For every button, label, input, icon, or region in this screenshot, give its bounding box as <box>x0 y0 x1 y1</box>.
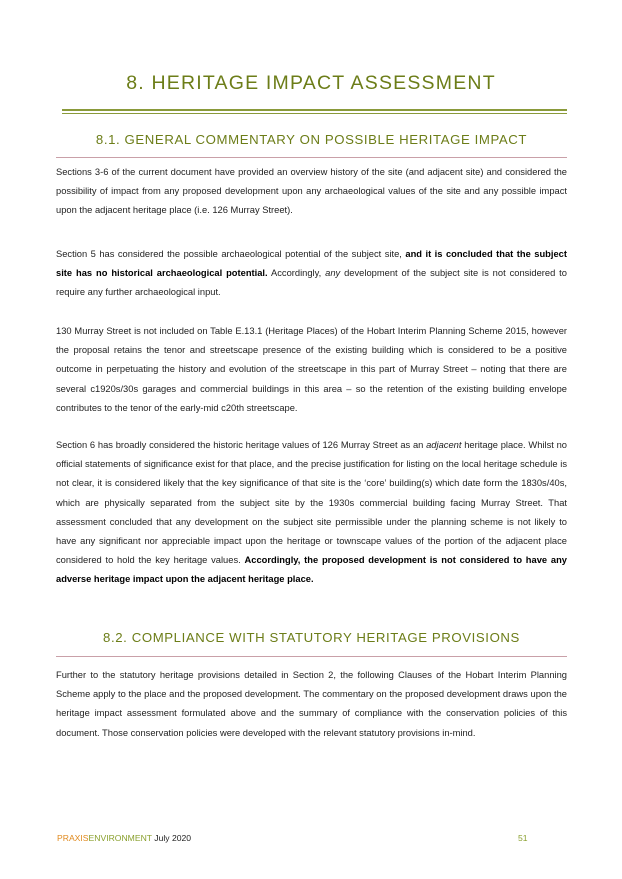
page-title: 8. HERITAGE IMPACT ASSESSMENT <box>126 72 496 94</box>
title-divider <box>62 109 567 111</box>
footer-brand <box>57 833 191 843</box>
section-heading-8-2: 8.2. COMPLIANCE WITH STATUTORY HERITAGE PROVISIONS <box>103 630 520 645</box>
section-divider-8-2 <box>56 656 567 657</box>
section-divider-8-1 <box>56 157 567 158</box>
paragraph-statutory-provisions: Further to the statutory heritage provisions detailed in Section 2, the following Clauses of the Hobart Interim Planning Scheme apply to the place and the proposed development. The commentary on the proposed development draws upon the heritage impact assessment formulated above and the summary of compliance with the conservation policies of this document. Those conservation policies were developed with the relevant statutory provisions in-mind. <box>56 670 567 738</box>
paragraph-streetscape: 130 Murray Street is not included on Table E.13.1 (Heritage Places) of the Hobart Interim Planning Scheme 2015, however the proposal retains the tenor and streetscape presence of the existing building which is considered to be a positive outcome in perpetuating the history and evolution of the streetscape in this part of Murray Street – noting that there are several c1920s/30s garages and commercial buildings in this area – so the retention of the existing building envelope contributes to the tenor of the early-mid c20th streetscape. <box>56 326 567 413</box>
title-divider-thin <box>62 113 567 114</box>
paragraph-adjacent-place: Section 6 has broadly considered the historic heritage values of 126 Murray Street as an adjacent heritage place. Whilst no official statements of significance exist for that place, and the precise justification for listing on the local heritage schedule is not clear, it is considered likely that the key significance of that site is the ‘core’ building(s) which date form the 1830s/40s, which are physically separated from the subject site by the 1930s commercial building facing Murray Street. That assessment concluded that any development on the subject site permissible under the planning scheme is not likely to have any significant nor appreciable impact upon the heritage or townscape values of the portion of the adjacent place considered to hold the key heritage values. Accordingly, the proposed development is not considered to have any adverse heritage impact upon the adjacent heritage place. <box>56 440 567 585</box>
footer-brand-praxis: PRAXIS <box>57 833 89 843</box>
page-number: 51 <box>518 833 528 843</box>
paragraph-overview: Sections 3-6 of the current document have provided an overview history of the site (and adjacent site) and considered the possibility of impact from any proposed development upon any archaeological values of the site and any possible impact upon the adjacent heritage place (i.e. 126 Murray Street). <box>56 167 567 216</box>
footer-brand-environment: ENVIRONMENT <box>88 833 152 843</box>
footer-date: July 2020 <box>151 833 192 843</box>
section-heading-8-1: 8.1. GENERAL COMMENTARY ON POSSIBLE HERITAGE IMPACT <box>95 132 528 147</box>
paragraph-archaeological-potential: Section 5 has considered the possible archaeological potential of the subject site, and it is concluded that the subject site has no historical archaeological potential. Accordingly, any development of the subject site is not considered to require any further archaeological input. <box>56 249 567 298</box>
